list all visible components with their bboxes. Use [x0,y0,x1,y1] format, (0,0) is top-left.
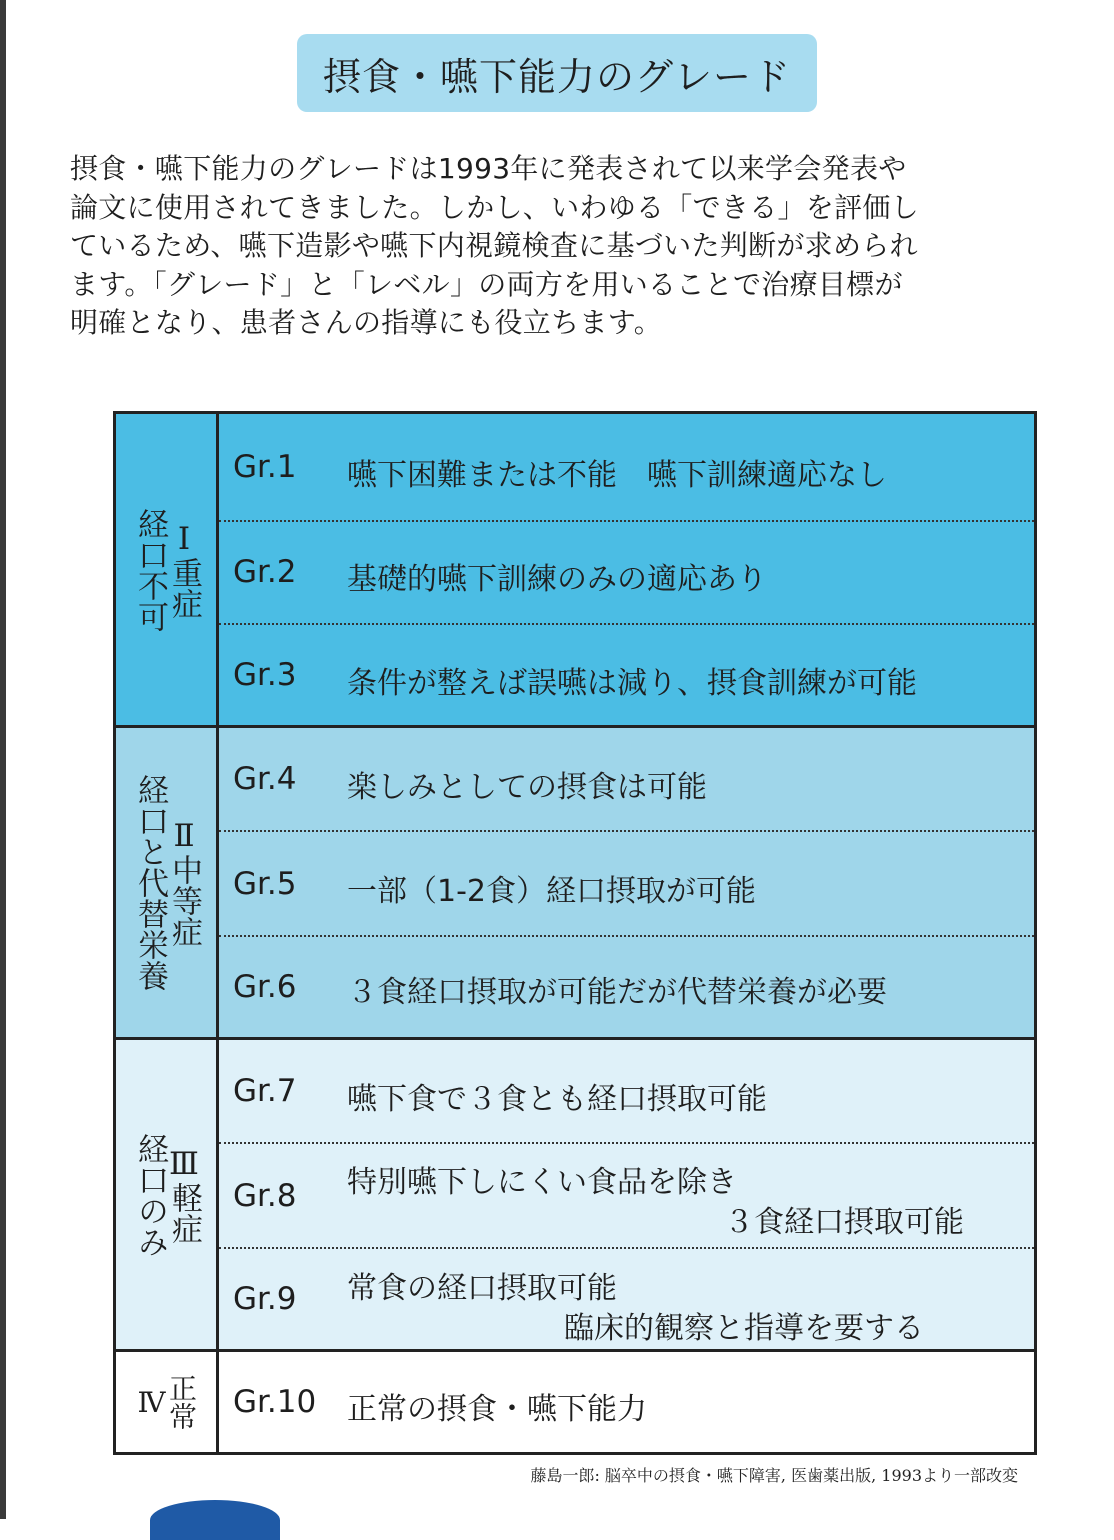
grade-description: ３食経口摂取が可能だが代替栄養が必要 [347,975,887,1010]
logo-image [150,1500,280,1540]
section-moderate [116,728,1034,1040]
grade-number: Gr.10 [233,1384,317,1420]
grade-number: Gr.8 [233,1177,297,1214]
grade-row-8 [219,1144,1034,1249]
section-label-severe [116,414,219,725]
grade-number: Gr.7 [233,1073,297,1109]
grade-description-continued: ３食経口摂取可能 [724,1205,964,1240]
grade-row-7 [219,1040,1034,1144]
grade-description: 条件が整えば誤嚥は減り、摂食訓練が可能 [347,666,917,701]
section-normal [116,1352,1034,1452]
section-label-main: 正常 [165,1374,198,1430]
intro-line: ているため、嚥下造影や嚥下内視鏡検査に基づいた判断が求められ [70,229,918,262]
section-label-mild [116,1040,219,1349]
section-label-sub: Ⅲ軽症 [166,1145,202,1244]
section-label-sub: Ⅱ中等症 [166,818,202,947]
grade-number: Gr.4 [233,761,297,797]
grade-number: Gr.6 [233,969,297,1005]
source-citation: 藤島一郎: 脳卒中の摂食・嚥下障害, 医歯薬出版, 1993より一部改変 [530,1466,1018,1485]
section-label-main: 経口のみ [132,1132,168,1257]
grade-description: 正常の摂食・嚥下能力 [347,1392,647,1427]
grade-row-9 [219,1249,1034,1349]
section-mild [116,1040,1034,1352]
grade-number: Gr.2 [233,553,297,590]
grade-description: 基礎的嚥下訓練のみの適応あり [347,562,767,597]
grade-description: 嚥下困難または不能 嚥下訓練適応なし [347,458,887,493]
intro-line: 明確となり、患者さんの指導にも役立ちます。 [70,306,663,339]
grade-number: Gr.5 [233,865,297,902]
intro-line: ます。「グレード」と「レベル」の両方を用いることで治療目標が [70,267,903,301]
grade-description: 嚥下食で３食とも経口摂取可能 [347,1082,767,1117]
grade-number: Gr.1 [233,449,297,485]
grade-row-10 [219,1352,1034,1452]
section-label-main: 経口と代替栄養 [132,774,168,991]
grade-description: 一部（1-2食）経口摂取が可能 [347,874,756,909]
intro-paragraph [70,150,1045,343]
grade-row-3 [219,625,1034,725]
grade-row-6 [219,937,1034,1037]
grade-row-5 [219,832,1034,937]
grade-row-4 [219,728,1034,832]
section-label-main: 経口不可 [132,507,168,632]
intro-line: 論文に使用されてきました。しかし、いわゆる「できる」を評価し [70,190,920,224]
section-label-normal [116,1352,219,1452]
grade-number: Gr.9 [233,1281,297,1317]
section-label-sub: Ⅳ [135,1385,168,1419]
grade-description: 特別嚥下しにくい食品を除き [347,1165,737,1200]
grade-table [113,411,1037,1455]
section-severe [116,414,1034,728]
grade-description: 楽しみとしての摂食は可能 [347,770,707,805]
grade-row-1 [219,414,1034,522]
section-label-moderate [116,728,219,1037]
page-left-border [0,0,6,1519]
page-title: 摂食・嚥下能力のグレード [297,34,817,112]
grade-description-continued: 臨床的観察と指導を要する [564,1311,924,1346]
grade-description: 常食の経口摂取可能 [347,1271,617,1306]
section-label-sub: Ⅰ重症 [166,520,202,619]
grade-number: Gr.3 [233,657,297,693]
intro-line: 摂食・嚥下能力のグレードは1993年に発表されて以来学会発表や [70,152,907,185]
grade-row-2 [219,520,1034,625]
